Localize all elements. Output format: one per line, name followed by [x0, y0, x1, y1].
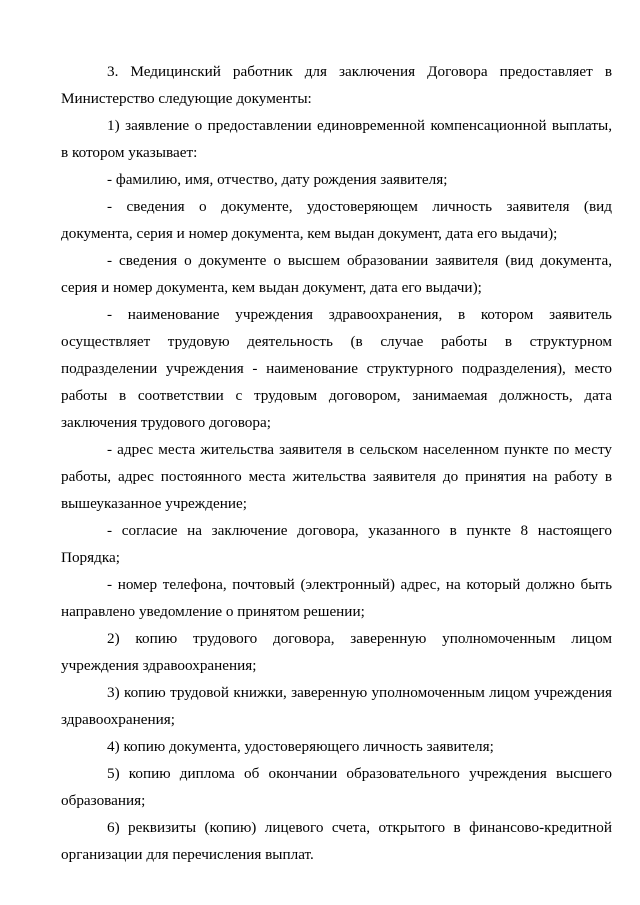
paragraph-identity-document: - сведения о документе, удостоверяющем личность заявителя (вид документа, серия и номер документа, кем выдан документ, дата его выдачи); [61, 198, 612, 242]
paragraph-item-6-account-details: 6) реквизиты (копию) лицевого счета, открытого в финансово-кредитной организации для перечисления выплат. [61, 819, 612, 863]
paragraph-consent: - согласие на заключение договора, указанного в пункте 8 настоящего Порядка; [61, 522, 612, 566]
paragraph-item-1-application: 1) заявление о предоставлении единовременной компенсационной выплаты, в котором указывает: [61, 117, 612, 161]
paragraph-item-2-contract-copy: 2) копию трудового договора, заверенную уполномоченным лицом учреждения здравоохранения; [61, 630, 612, 674]
paragraph-item-5-diploma-copy: 5) копию диплома об окончании образовательного учреждения высшего образования; [61, 765, 612, 809]
document-body [61, 58, 612, 868]
paragraph-item-4-identity-copy: 4) копию документа, удостоверяющего личность заявителя; [107, 738, 494, 755]
paragraph-education-document: - сведения о документе о высшем образовании заявителя (вид документа, серия и номер документа, кем выдан документ, дата его выдачи); [61, 252, 612, 296]
paragraph-institution-name: - наименование учреждения здравоохранения, в котором заявитель осуществляет трудовую деятельность (в случае работы в структурном подразделении учреждения - наименование структурного подразделения), место работы в соответствии с трудовым договором, занимаемая должность, дата заключения трудового договора; [61, 306, 612, 431]
paragraph-item-3-intro: 3. Медицинский работник для заключения Договора предоставляет в Министерство следующие документы: [61, 63, 612, 107]
paragraph-contact-info: - номер телефона, почтовый (электронный) адрес, на который должно быть направлено уведомление о принятом решении; [61, 576, 612, 620]
paragraph-residence-address: - адрес места жительства заявителя в сельском населенном пункте по месту работы, адрес постоянного места жительства заявителя до принятия на работу в вышеуказанное учреждение; [61, 441, 612, 512]
paragraph-item-3-workbook-copy: 3) копию трудовой книжки, заверенную уполномоченным лицом учреждения здравоохранения; [61, 684, 612, 728]
paragraph-full-name: - фамилию, имя, отчество, дату рождения заявителя; [107, 171, 448, 188]
